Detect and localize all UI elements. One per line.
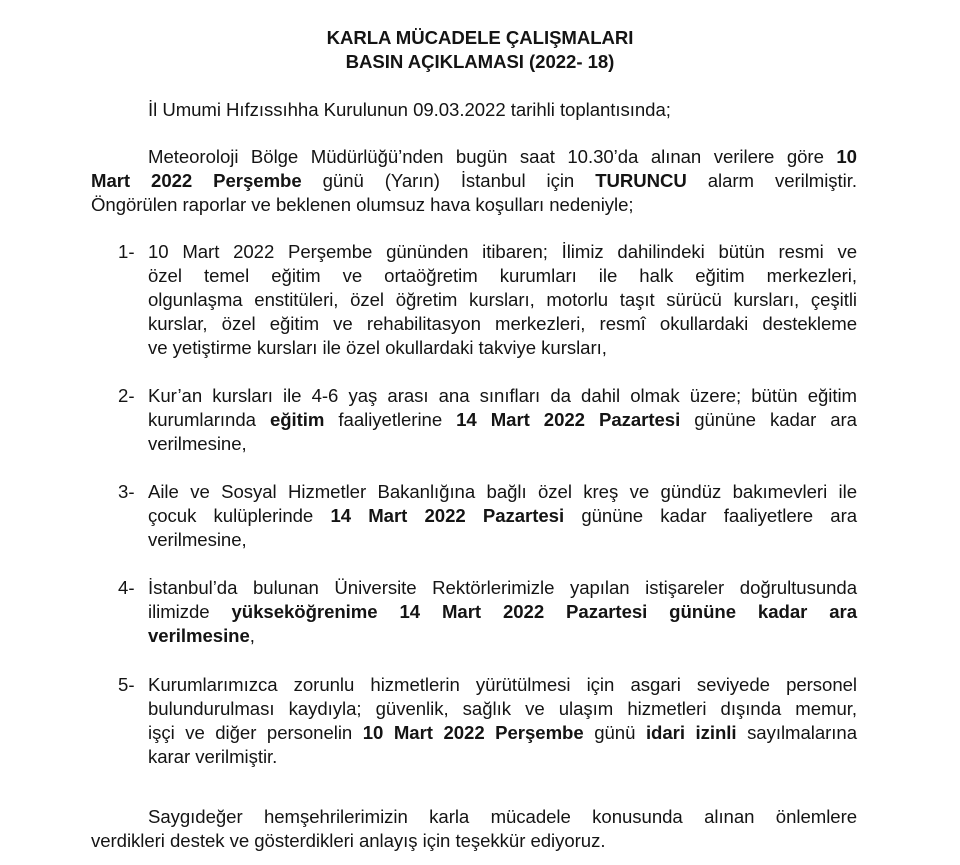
press-release-page: KARLA MÜCADELE ÇALIŞMALARI BASIN AÇIKLAMASI (2022- 18) İl Umumi Hıfzıssıhha Kurulunun 09.03.2022 tarihli toplantısında; Meteoroloji Bölge Müdürlüğü’nden bugün saat 10.30’da alınan verilere göre 10 Mart 2022 Perşembe günü (Yarın) İstanbul için TURUNCU alarm verilmiştir. Öngörülen raporlar ve beklenen olumsuz hava koşulları nedeniyle; 1- 10 Mart 2022 Perşembe gününden itibaren; İlimiz dahilindeki bütün resmi ve özel temel eğitim ve ortaöğretim kurumları ile halk eğitim merkezleri, olgunlaşma enstitüleri, özel öğretim kursları, motorlu taşıt sürücü kursları, çeşitli kurslar, özel eğitim ve rehabilitasyon merkezleri, resmî okullardaki destekleme ve yetiştirme kursları ile özel okullardaki takviye kursları, 2- Kur’an kursları ile 4-6 yaş arası ana sınıfları da dahil olmak üzere; bütün eğitim kurumlarında eğitim faaliyetlerine 14 Mart 2022 Pazartesi gününe kadar ara verilmesine, 3- Aile ve Sosyal Hizmetler Bakanlığına bağlı özel kreş ve gündüz bakımevleri ile çocuk kulüplerinde 14 Mart 2022 Pazartesi gününe kadar faaliyetlere ara verilmesine, 4- İstanbul’da bulunan Üniversite Rektörlerimizle yapılan istişareler doğrultusunda ilimizde yükseköğrenime 14 Mart 2022 Pazartesi gününe kadar ara verilmesine, 5- Kurumlarımızca zorunlu hizmetlerin yürütülmesi için asgari seviyede personel bulundurulması kaydıyla; güvenlik, sağlık ve ulaşım hizmetleri dışında memur, işçi ve diğer personelin 10 Mart 2022 Perşembe günü idari izinli sayılmalarına karar verilmiştir. Saygıdeğer hemşehrilerimizin karla mücadele konusunda alınan önlemlere verdikleri destek ve gösterdikleri anlayış için teşekkür ediyoruz. bbox=[0, 0, 960, 865]
document-subtitle: BASIN AÇIKLAMASI (2022- 18) bbox=[345, 51, 615, 72]
paragraph-line-3: Öngörülen raporlar ve beklenen olumsuz hava koşulları nedeniyle; bbox=[91, 194, 634, 215]
item-number: 2- bbox=[118, 385, 135, 406]
paragraph-line-1: Meteoroloji Bölge Müdürlüğü’nden bugün saat 10.30’da alınan verilere göre 10 bbox=[148, 146, 857, 167]
intro-line: İl Umumi Hıfzıssıhha Kurulunun 09.03.2022 tarihli toplantısında; bbox=[148, 99, 671, 120]
item-number: 1- bbox=[118, 241, 135, 262]
paragraph-line-2: Mart 2022 Perşembe günü (Yarın) İstanbul için TURUNCU alarm verilmiştir. bbox=[91, 170, 857, 191]
document-title: KARLA MÜCADELE ÇALIŞMALARI bbox=[326, 27, 634, 48]
item-number: 4- bbox=[118, 577, 135, 598]
item-number: 3- bbox=[118, 481, 135, 502]
item-number: 5- bbox=[118, 674, 135, 695]
